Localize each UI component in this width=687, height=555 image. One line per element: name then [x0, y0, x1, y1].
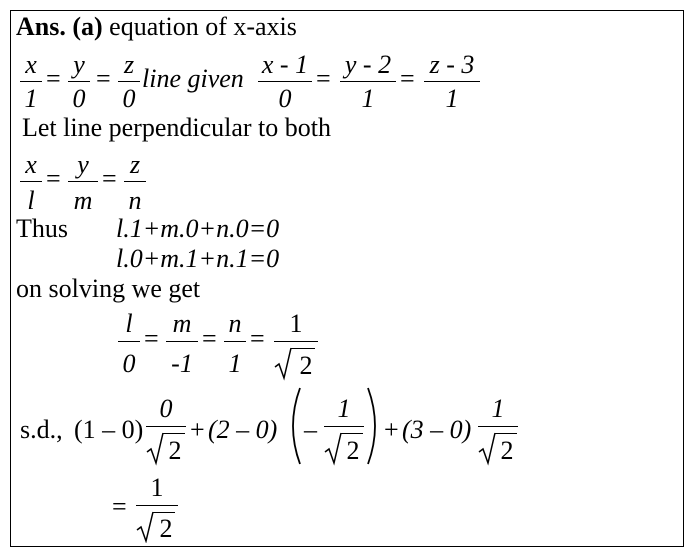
term-1-minus-0: (1 – 0) — [74, 415, 144, 444]
equals-sign: = — [112, 492, 127, 521]
answer-heading — [16, 14, 297, 40]
fraction-x-minus-1-over-0: x - 1 0 — [258, 52, 312, 114]
fraction-x-over-1: x 1 — [20, 52, 42, 114]
equals-sign: = — [46, 64, 61, 93]
answer-heading-text: equation of x-axis — [102, 12, 297, 41]
equals-sign: = — [250, 324, 265, 353]
fraction-x-over-l: x l — [20, 152, 42, 214]
fraction-z-minus-3-over-1: z - 3 1 — [424, 52, 480, 114]
equals-sign: = — [102, 164, 117, 193]
fraction-1-over-root-2: 1 2 — [478, 396, 518, 466]
minus-sign: – — [304, 415, 317, 444]
equals-sign: = — [46, 164, 61, 193]
fraction-n-over-1: n 1 — [224, 311, 246, 377]
condition-equation-2: l.0+m.1+n.1=0 — [116, 244, 280, 273]
equals-sign: = — [144, 324, 159, 353]
fraction-m-over-minus-1: m -1 — [166, 311, 198, 377]
equals-sign: = — [202, 324, 217, 353]
fraction-y-minus-2-over-1: y - 2 1 — [340, 52, 396, 114]
term-3-minus-0: (3 – 0) — [402, 415, 472, 444]
fraction-z-over-0: z 0 — [118, 52, 140, 114]
term-2-minus-0: (2 – 0) — [208, 415, 278, 444]
right-paren-icon — [364, 386, 384, 466]
fraction-l-over-0: l 0 — [118, 311, 140, 377]
plus-sign: + — [190, 415, 205, 444]
fraction-1-over-root-2: 1 2 — [324, 396, 364, 466]
plus-sign: + — [384, 415, 399, 444]
fraction-y-over-0: y 0 — [68, 52, 90, 114]
solving-statement: on solving we get — [16, 274, 201, 303]
thus-label: Thus — [16, 214, 68, 243]
condition-equation-1: l.1+m.0+n.0=0 — [116, 214, 280, 243]
answer-label: Ans. (a) — [16, 12, 103, 41]
fraction-z-over-n: z n — [124, 152, 146, 214]
cropped-previous-content — [0, 0, 687, 6]
left-paren-icon — [284, 386, 304, 466]
fraction-0-over-root-2: 0 2 — [146, 396, 186, 466]
fraction-y-over-m: y m — [68, 152, 98, 214]
equals-sign: = — [400, 64, 415, 93]
equals-sign: = — [96, 64, 111, 93]
fraction-1-over-root-2: 1 2 — [274, 311, 318, 381]
equals-sign: = — [316, 64, 331, 93]
sd-label: s.d., — [20, 415, 63, 444]
perpendicular-statement: Let line perpendicular to both — [22, 113, 332, 142]
line-given-text: line given — [142, 64, 244, 93]
fraction-1-over-root-2-result: 1 2 — [136, 475, 178, 545]
